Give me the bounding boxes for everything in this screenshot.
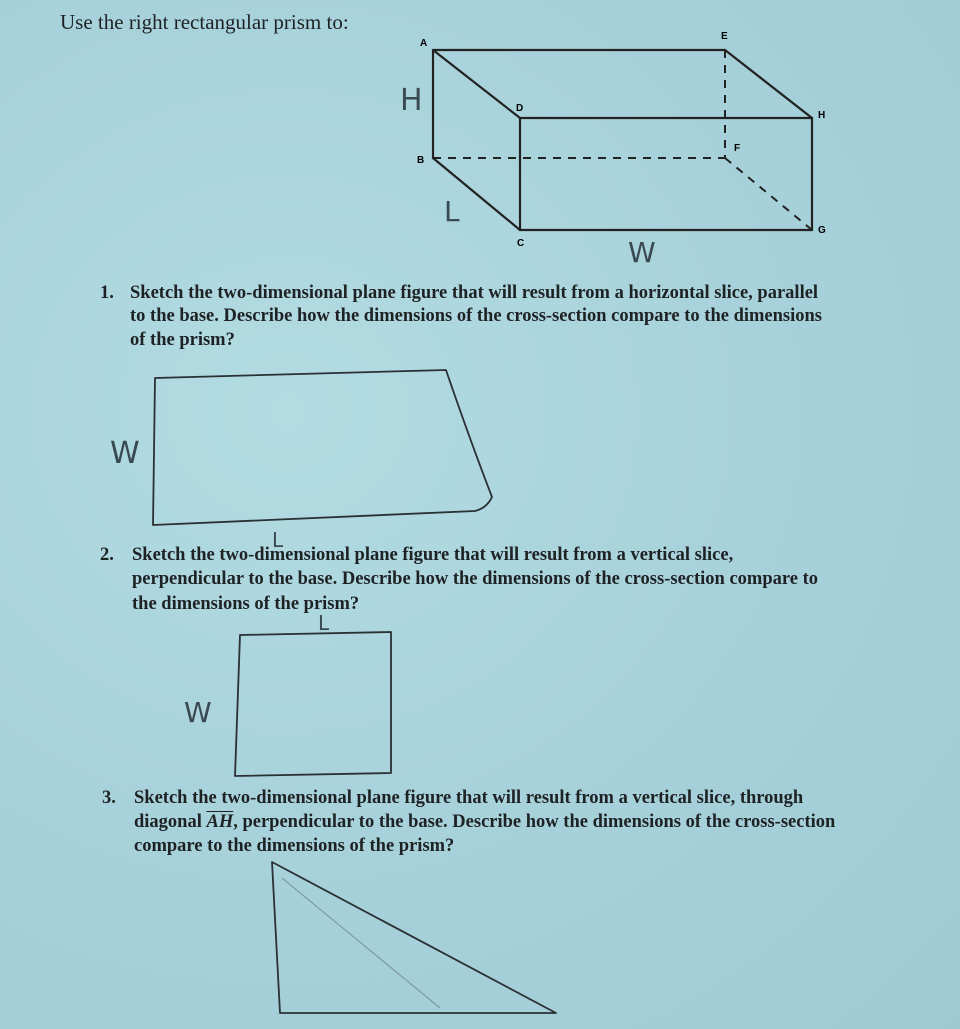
segment-ah: $\overline{AH}$	[206, 812, 234, 832]
question-3-line-3: compare to the dimensions of the prism?	[134, 836, 455, 856]
question-2-line-3: the dimensions of the prism?	[132, 594, 360, 614]
intro-text: Use the right rectangular prism to:	[60, 10, 349, 34]
vertex-label-d: D	[516, 103, 524, 114]
question-1-line-1: Sketch the two-dimensional plane figure that will result from a horizontal slice, parallel	[130, 283, 819, 303]
vertex-label-g: G	[818, 225, 826, 236]
handwritten-l-label-q1: L	[272, 528, 284, 552]
question-1-number: 1.	[100, 283, 114, 303]
question-3-number: 3.	[102, 788, 116, 808]
question-3-line-1: Sketch the two-dimensional plane figure that will result from a vertical slice, through	[134, 788, 804, 808]
handwritten-width-label: W	[628, 236, 656, 269]
vertex-label-e: E	[721, 31, 728, 42]
handwritten-w-label-q2: W	[184, 696, 212, 729]
vertex-label-h: H	[818, 110, 826, 121]
handwritten-length-label: L	[444, 195, 460, 228]
question-1-line-2: to the base. Describe how the dimensions of the cross-section compare to the dimensions	[130, 306, 822, 326]
question-3-line-2-end: , perpendicular to the base. Describe how the dimensions of the cross-section	[233, 812, 836, 832]
vertex-label-c: C	[517, 238, 525, 249]
handwritten-height-label: H	[400, 83, 423, 118]
diagonal-cross-section-triangle	[272, 862, 556, 1013]
handwritten-w-label-q1: W	[110, 436, 140, 471]
question-2-number: 2.	[100, 545, 114, 565]
vertex-label-f: F	[734, 143, 741, 154]
vertex-label-a: A	[420, 38, 428, 49]
vertex-label-b: B	[417, 155, 425, 166]
handwritten-l-label-q2: L	[318, 611, 330, 635]
question-2-line-2: perpendicular to the base. Describe how the dimensions of the cross-section compare to	[132, 569, 818, 589]
question-1-line-3: of the prism?	[130, 330, 235, 350]
question-3-line-2-start: diagonal	[134, 812, 207, 832]
faint-pencil-line	[282, 878, 440, 1008]
question-2-line-1: Sketch the two-dimensional plane figure that will result from a vertical slice,	[132, 545, 734, 565]
